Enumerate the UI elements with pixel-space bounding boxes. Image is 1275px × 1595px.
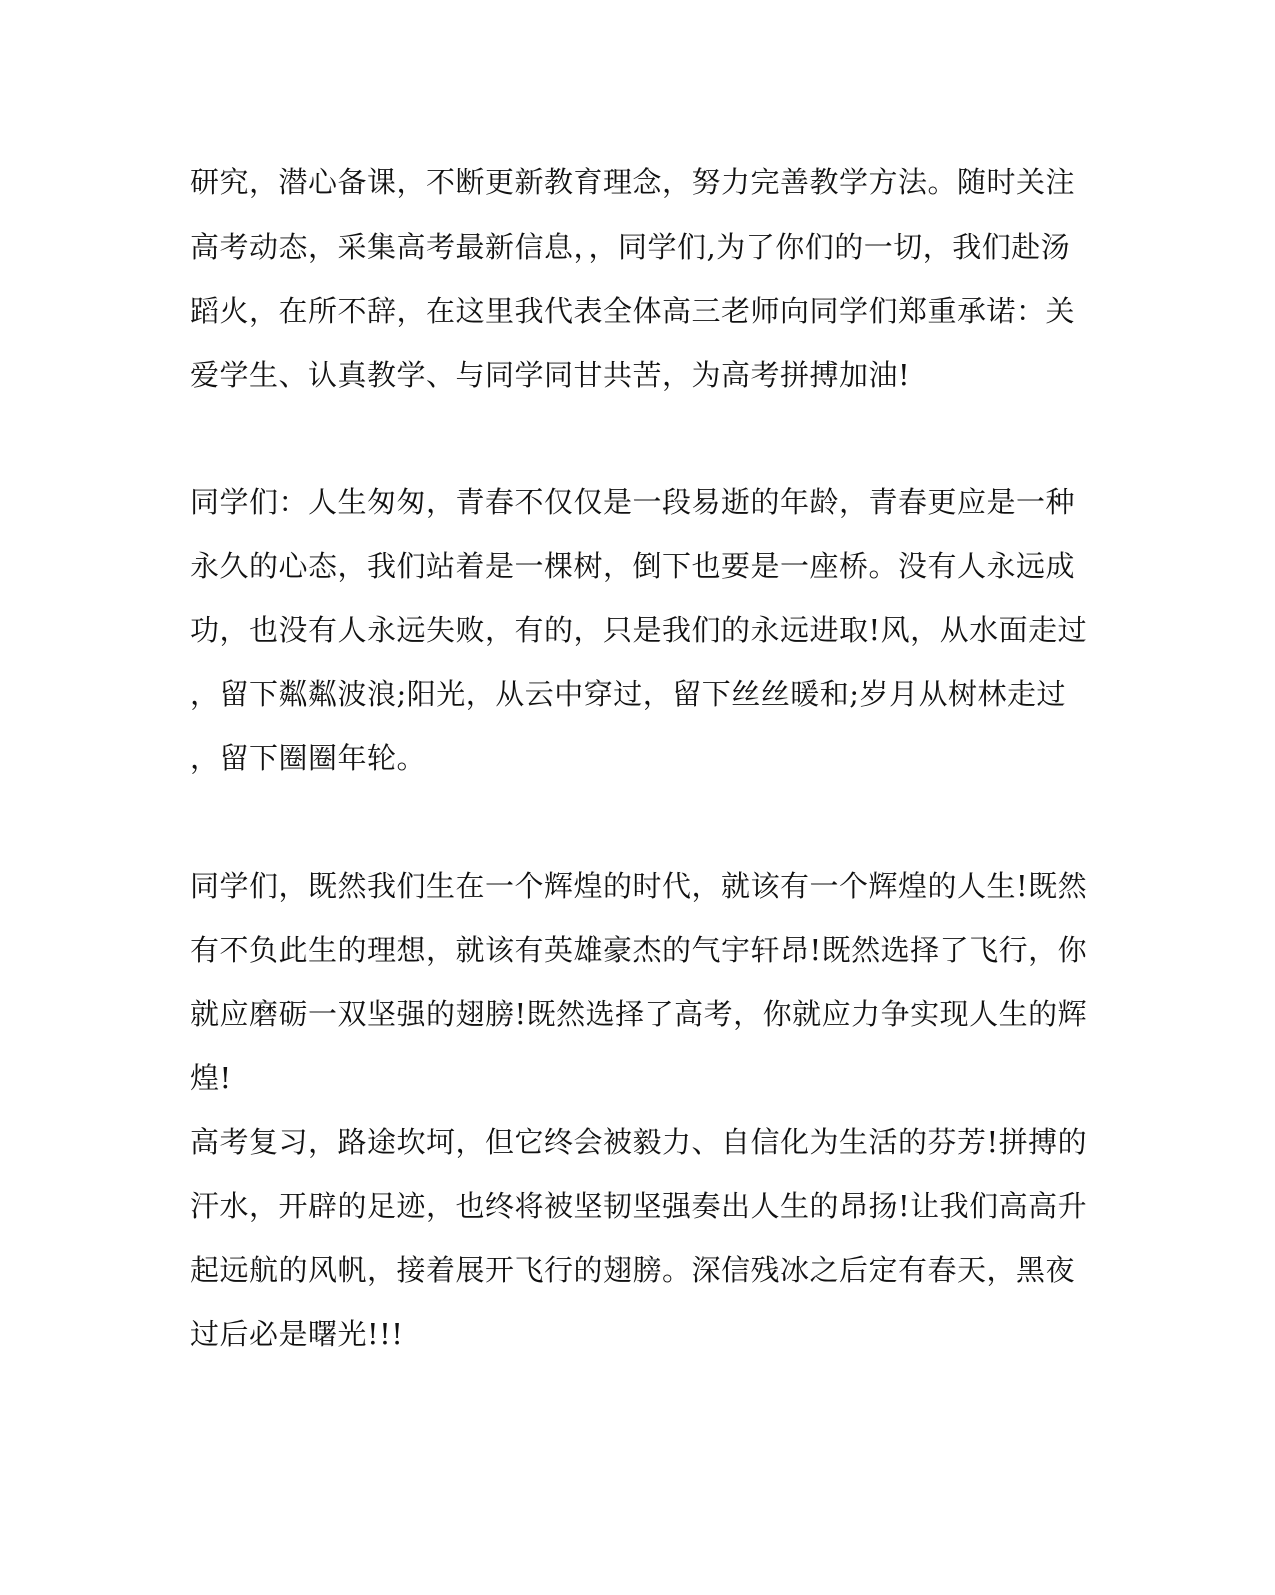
paragraph-4-line-2: 汗水，开辟的足迹，也终将被坚韧坚强奏出人生的昂扬!让我们高高升	[190, 1189, 1088, 1223]
paragraph-2-line-5: ，留下圈圈年轮。	[190, 741, 427, 775]
paragraph-1-line-1: 研究，潜心备课，不断更新教育理念，努力完善教学方法。随时关注	[190, 165, 1076, 199]
paragraph-3-line-1: 同学们，既然我们生在一个辉煌的时代，就该有一个辉煌的人生!既然	[190, 869, 1088, 903]
paragraph-2-line-2: 永久的心态，我们站着是一棵树，倒下也要是一座桥。没有人永远成	[190, 549, 1076, 583]
paragraph-1-line-2: 高考动态，采集高考最新信息，，同学们,为了你们的一切，我们赴汤	[190, 230, 1071, 264]
paragraph-1-line-3: 蹈火，在所不辞，在这里我代表全体高三老师向同学们郑重承诺：关	[190, 294, 1076, 328]
paragraph-4-line-3: 起远航的风帆，接着展开飞行的翅膀。深信残冰之后定有春天，黑夜	[190, 1253, 1076, 1287]
paragraph-2-line-3: 功，也没有人永远失败，有的，只是我们的永远进取!风，从水面走过	[190, 613, 1088, 647]
paragraph-3-line-4: 煌!	[190, 1061, 232, 1095]
paragraph-4-line-1: 高考复习，路途坎坷，但它终会被毅力、自信化为生活的芬芳!拼搏的	[190, 1125, 1088, 1159]
paragraph-2-line-4: ，留下粼粼波浪;阳光，从云中穿过，留下丝丝暖和;岁月从树林走过	[190, 677, 1067, 711]
paragraph-1-line-4: 爱学生、认真教学、与同学同甘共苦，为高考拼搏加油!	[190, 358, 911, 392]
paragraph-3-line-3: 就应磨砺一双坚强的翅膀!既然选择了高考，你就应力争实现人生的辉	[190, 997, 1088, 1031]
paragraph-3-line-2: 有不负此生的理想，就该有英雄豪杰的气宇轩昂!既然选择了飞行，你	[190, 933, 1088, 967]
paragraph-4-line-4: 过后必是曙光!!!	[190, 1317, 404, 1351]
paragraph-2-line-1: 同学们：人生匆匆，青春不仅仅是一段易逝的年龄，青春更应是一种	[190, 485, 1076, 519]
